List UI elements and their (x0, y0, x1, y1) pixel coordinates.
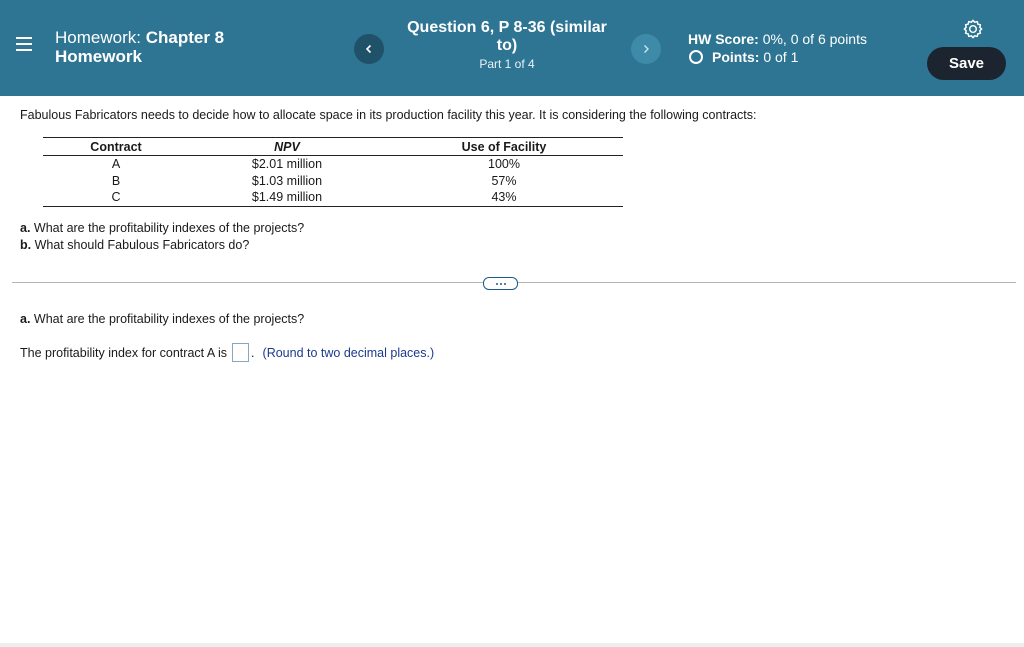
facility-use-cell: 57% (491, 173, 517, 188)
contracts-table (43, 137, 623, 207)
header-bar (0, 0, 1024, 96)
column-header-contract: Contract (43, 138, 189, 156)
npv-cell: $1.49 million (251, 190, 323, 204)
homework-name-line1: Chapter 8 (145, 28, 225, 47)
answer-prompt: The profitability index for contract A is (20, 345, 228, 360)
points-value: 0 of 1 (763, 49, 799, 65)
contract-cell: B (111, 173, 121, 188)
save-button[interactable]: Save (927, 47, 1006, 80)
column-header-npv: NPV (189, 138, 385, 156)
ellipsis-icon[interactable] (483, 277, 518, 290)
answer-period: . (251, 345, 255, 360)
part-indicator: Part 1 of 4 (479, 57, 535, 71)
previous-question-button[interactable] (354, 34, 384, 64)
table-row (43, 156, 623, 173)
homework-title (55, 28, 224, 66)
rounding-hint: (Round to two decimal places.) (262, 345, 435, 360)
gear-icon[interactable] (962, 18, 984, 40)
npv-cell: $2.01 million (251, 157, 323, 171)
question-a (20, 220, 304, 237)
points-label: Points: (712, 49, 760, 65)
part-question (20, 312, 304, 326)
facility-use-cell: 100% (488, 157, 520, 171)
problem-intro: Fabulous Fabricators needs to decide how to allocate space in its production facility this year. It is considering the following contracts: (20, 108, 757, 122)
column-header-use-of-facility: Use of Facility (385, 138, 623, 156)
profitability-index-input[interactable] (232, 343, 249, 362)
facility-use-cell: 43% (491, 190, 517, 204)
points-row (688, 48, 867, 66)
next-question-button[interactable] (631, 34, 661, 64)
score-panel (688, 30, 867, 66)
homework-name-line2: Homework (55, 47, 142, 66)
contract-cell: A (111, 157, 121, 171)
question-a-text: What are the profitability indexes of the projects? (33, 221, 305, 235)
contract-cell: C (111, 190, 121, 204)
question-b-label: b. (20, 238, 32, 252)
circle-outline-icon (689, 50, 703, 64)
chevron-right-icon (641, 44, 651, 54)
hw-score (688, 30, 867, 48)
question-b (20, 237, 304, 254)
table-row (43, 189, 623, 206)
question-list (20, 220, 304, 254)
bottom-border (0, 643, 1024, 647)
question-a-label: a. (20, 221, 31, 235)
part-question-text: What are the profitability indexes of the projects? (33, 312, 305, 326)
homework-prefix: Homework: (55, 28, 141, 47)
question-title: Question 6, P 8-36 (similar to) (407, 19, 607, 54)
hamburger-menu-icon[interactable] (16, 36, 32, 52)
hw-score-value: 0%, 0 of 6 points (762, 31, 867, 47)
part-question-label: a. (20, 312, 31, 326)
table-row (43, 173, 623, 190)
npv-cell: $1.03 million (251, 173, 323, 188)
chevron-left-icon (364, 44, 374, 54)
answer-row (20, 343, 434, 362)
hw-score-label: HW Score: (688, 31, 759, 47)
question-b-text: What should Fabulous Fabricators do? (34, 238, 250, 252)
